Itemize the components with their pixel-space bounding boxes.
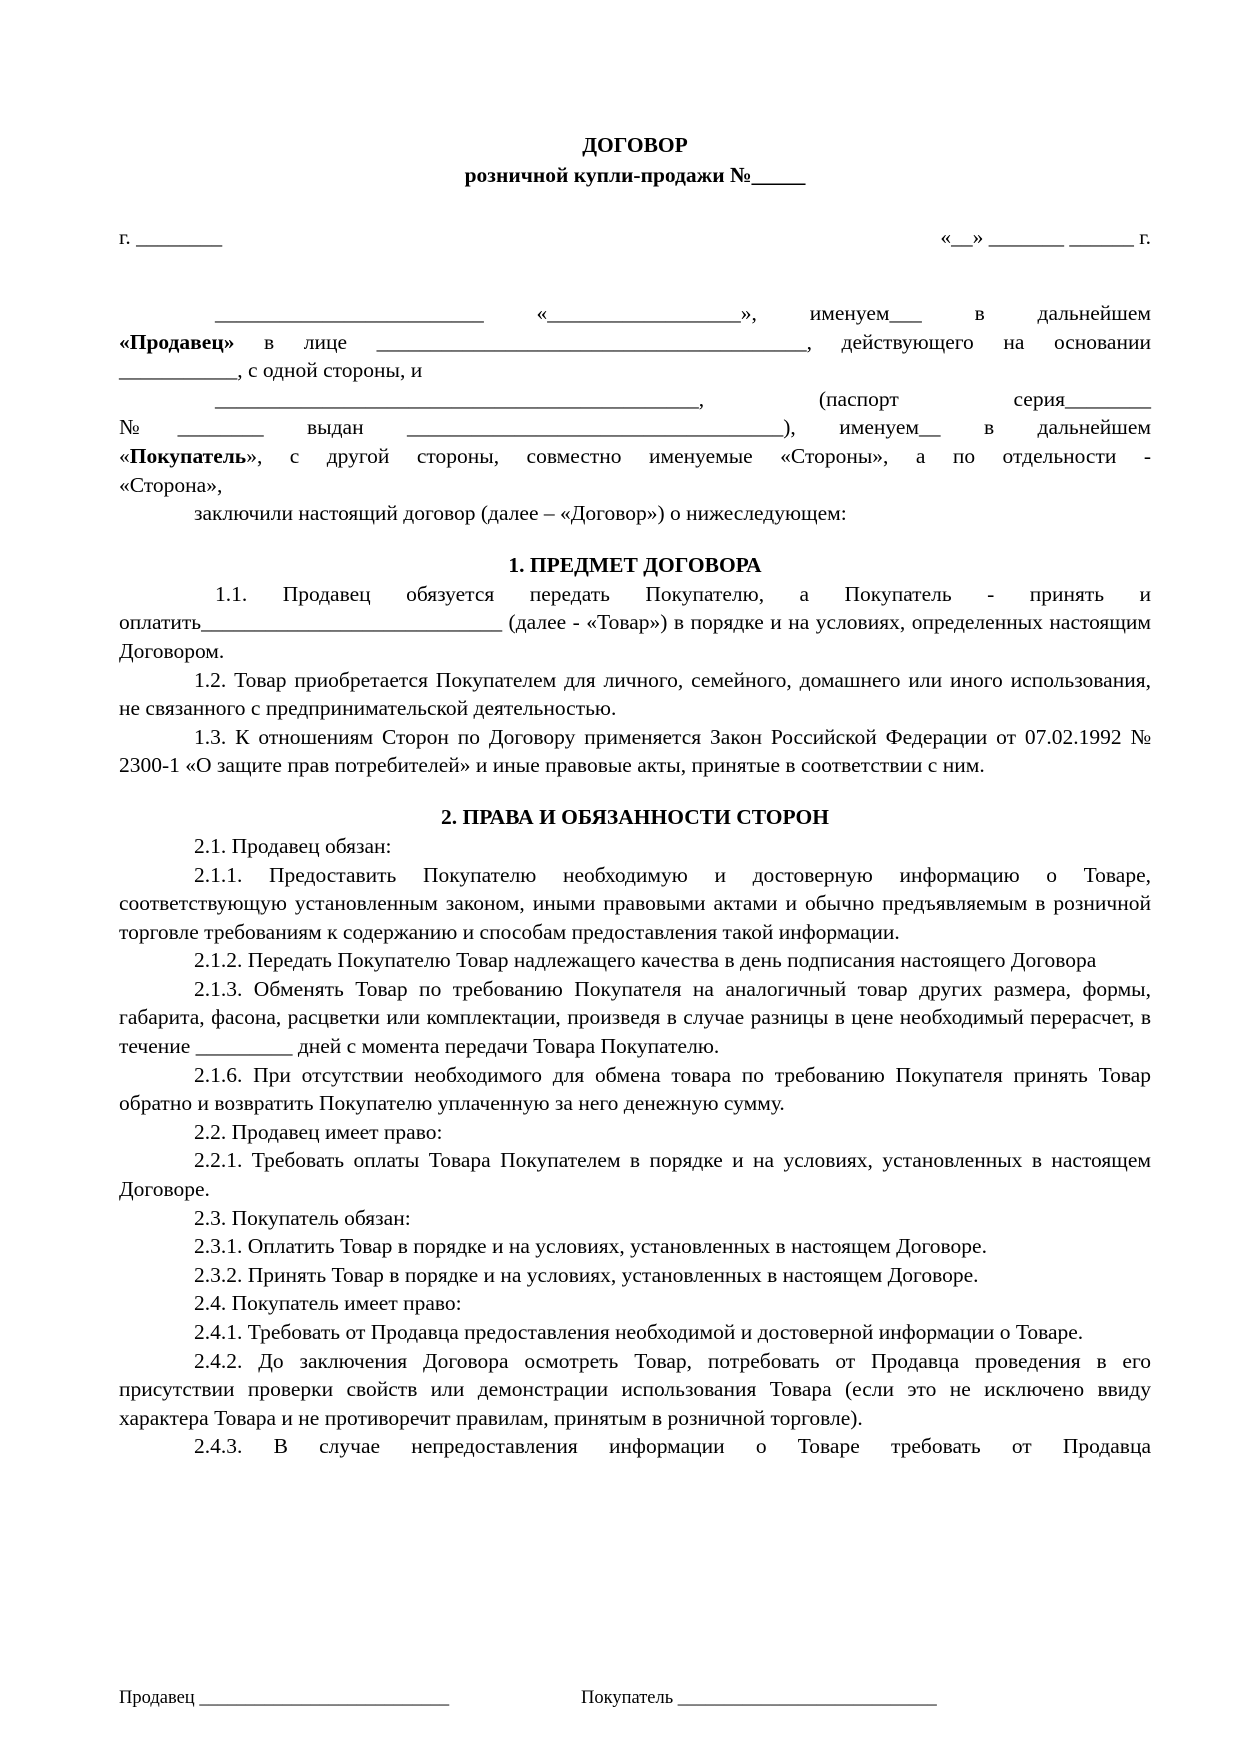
place-date-line (119, 222, 1151, 252)
clause-2-2-1: 2.2.1. Требовать оплаты Товара Покупателем в порядке и на условиях, установленных в настоящем Договоре. (119, 1148, 1151, 1202)
document-body (119, 130, 1151, 1461)
clause-2-3-2: 2.3.2. Принять Товар в порядке и на условиях, установленных в настоящем Договоре. (194, 1262, 979, 1287)
intro-line-6-text: », с другой стороны, совместно именуемые «Стороны», а по отдельности - (246, 443, 1151, 468)
city-field: г. ________ (119, 225, 223, 249)
intro-line-3: ___________, с одной стороны, и (119, 358, 423, 383)
section-1-heading: 1. ПРЕДМЕТ ДОГОВОРА (508, 552, 762, 577)
section-2-heading: 2. ПРАВА И ОБЯЗАННОСТИ СТОРОН (441, 804, 829, 829)
intro-line-6 (119, 442, 1151, 471)
clause-2-3: 2.3. Покупатель обязан: (194, 1205, 411, 1230)
intro-line-5: №________ выдан ___________________________________), именуем__ в дальнейшем (119, 415, 1151, 440)
date-field: «__» _______ ______ г. (940, 225, 1151, 249)
clause-2-1-6: 2.1.6. При отсутствии необходимого для обмена товара по требованию Покупателя принять Товар обратно и возвратить Покупателю уплаченную за него денежную сумму. (119, 1062, 1151, 1116)
clause-1-3: 1.3. К отношениям Сторон по Договору применяется Закон Российской Федерации от 07.02.1992 № 2300-1 «О защите прав потребителей» и иные правовые акты, принятые в соответствии с ним. (119, 724, 1151, 778)
intro-line-7: «Сторона», (119, 472, 223, 497)
buyer-signature-line: Покупатель ____________________________ (581, 1688, 937, 1708)
intro-line-2-text: в лице ________________________________________, действующего на основании (234, 329, 1151, 354)
intro-line-2 (119, 328, 1151, 357)
clause-2-1-2: 2.1.2. Передать Покупателю Товар надлежащего качества в день подписания настоящего Договора (194, 948, 1097, 973)
intro-line-4: _____________________________________________, (паспорт серия________ (215, 386, 1151, 411)
intro-line-1: _________________________ «__________________», именуем___ в дальнейшем (215, 301, 1151, 325)
clause-2-2: 2.2. Продавец имеет право: (194, 1119, 443, 1144)
quote-open: « (119, 443, 130, 468)
seller-label: «Продавец» (119, 329, 235, 354)
document-subtitle: розничной купли-продажи №_____ (464, 163, 806, 187)
clause-2-4-1: 2.4.1. Требовать от Продавца предоставления необходимой и достоверной информации о Товаре. (194, 1320, 1084, 1344)
clause-1-2: 1.2. Товар приобретается Покупателем для личного, семейного, домашнего или иного использования, не связанного с предпринимательской деятельностью. (119, 667, 1151, 721)
parties-intro (119, 299, 1151, 528)
buyer-label: Покупатель (129, 443, 247, 468)
clause-2-4: 2.4. Покупатель имеет право: (194, 1291, 462, 1316)
seller-signature-line: Продавец ___________________________ (119, 1688, 450, 1708)
clause-2-3-1: 2.3.1. Оплатить Товар в порядке и на условиях, установленных в настоящем Договоре. (194, 1234, 987, 1259)
clause-2-4-3: 2.4.3. В случае непредоставления информации о Товаре требовать от Продавца (194, 1434, 1151, 1459)
clause-2-1-1: 2.1.1. Предоставить Покупателю необходимую и достоверную информацию о Товаре, соответствующую установленным законом, иными правовыми актами и обычно предъявляемым в розничной торговле требованиям к содержанию и способам предоставления такой информации. (119, 862, 1151, 944)
clause-2-1: 2.1. Продавец обязан: (194, 833, 392, 858)
document-title: ДОГОВОР (582, 133, 688, 157)
clause-1-1: 1.1. Продавец обязуется передать Покупателю, а Покупатель - принять и оплатить____________________________ (далее - «Товар») в порядке и на условиях, определенных настоящим Договором. (119, 581, 1151, 663)
intro-line-8: заключили настоящий договор (далее – «Договор») о нижеследующем: (194, 501, 847, 526)
clause-2-1-3: 2.1.3. Обменять Товар по требованию Покупателя на аналогичный товар других размера, формы, габарита, фасона, расцветки или комплектации, произведя в случае разницы в цене необходимый перерасчет, в течение _________ дней с момента передачи Товара Покупателю. (119, 976, 1151, 1059)
clause-2-4-2: 2.4.2. До заключения Договора осмотреть Товар, потребовать от Продавца проведения в его присутствии проверки свойств или демонстрации использования Товара (если это не исключено ввиду характера Товара и не противоречит правилам, принятым в розничной торговле). (119, 1348, 1151, 1430)
